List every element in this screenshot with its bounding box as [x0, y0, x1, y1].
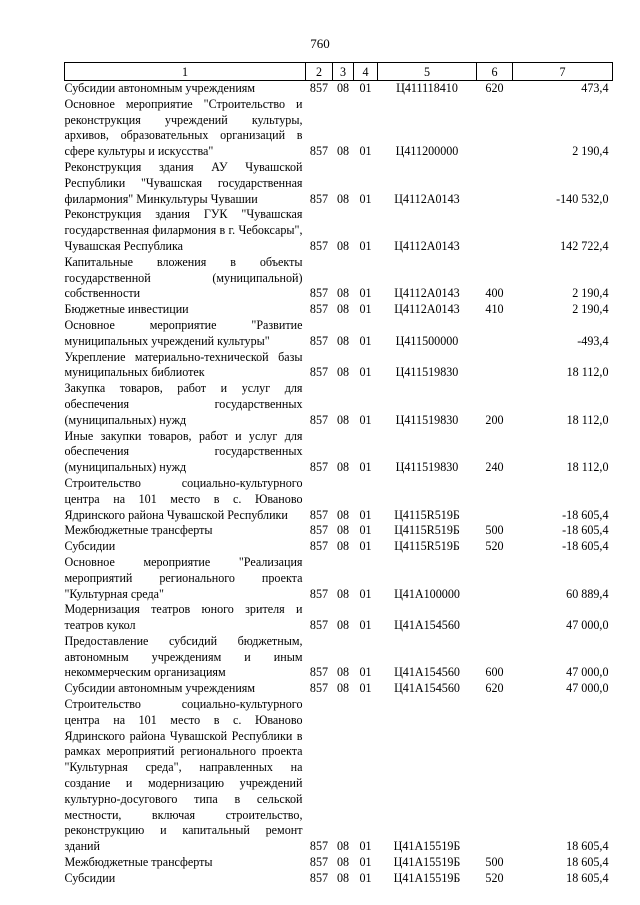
subsection-code: 01: [359, 839, 372, 854]
row-description: Реконструкция здания АУ Чувашской Республики "Чувашская государственная филармония" Минкультуры Чувашии: [64, 159, 303, 206]
expense-type-code: 620: [485, 81, 504, 95]
ministry-code: 857: [309, 618, 329, 633]
row-description: Основное мероприятие "Развитие муниципальных учреждений культуры": [64, 317, 303, 348]
page-number: 760: [310, 36, 330, 51]
column-header-2: 2: [306, 63, 333, 81]
row-description: Строительство социально-культурного центра на 101 место в с. Юваново Ядринского района Чувашской Республики: [64, 475, 303, 522]
expense-type-code: 200: [485, 412, 504, 427]
table-row: [65, 429, 613, 476]
section-code: 08: [336, 870, 350, 885]
row-description: Капитальные вложения в объекты государственной (муниципальной) собственности: [64, 254, 303, 301]
amount-value: -140 532,0: [556, 191, 609, 206]
target-article-code: Ц4112А0143: [394, 286, 460, 301]
target-article-code: Ц41А100000: [394, 586, 460, 601]
row-description: Укрепление материально-технической базы муниципальных библиотек: [64, 349, 303, 380]
ministry-code: 857: [309, 681, 329, 696]
ministry-code: 857: [309, 412, 329, 427]
subsection-code: 01: [359, 665, 372, 680]
target-article-code: Ц41А15519Б: [393, 855, 461, 870]
amount-value: 2 190,4: [572, 302, 609, 317]
row-description: Субсидии автономным учреждениям: [64, 81, 256, 95]
table-row: [65, 97, 613, 160]
column-header-1: 1: [65, 63, 306, 81]
section-code: 08: [336, 191, 350, 206]
table-row: [65, 207, 613, 254]
subsection-code: 01: [359, 870, 372, 885]
expense-type-code: [477, 160, 513, 207]
table-row: [65, 634, 613, 681]
row-description: Межбюджетные трансферты: [64, 855, 213, 870]
ministry-code: 857: [309, 238, 329, 253]
subsection-code: 01: [359, 191, 372, 206]
column-header-3: 3: [333, 63, 354, 81]
subsection-code: 01: [359, 81, 372, 95]
target-article-code: Ц411200000: [395, 144, 459, 159]
column-header-7: 7: [513, 63, 613, 81]
section-code: 08: [336, 286, 350, 301]
target-article-code: Ц411118410: [396, 81, 458, 95]
target-article-code: Ц411519830: [395, 365, 459, 380]
amount-value: 18 112,0: [566, 365, 609, 380]
amount-value: 47 000,0: [566, 665, 609, 680]
amount-value: 473,4: [581, 81, 609, 95]
expense-type-code: 240: [485, 460, 504, 475]
row-description: Основное мероприятие "Реализация мероприятий регионального проекта "Культурная среда": [64, 554, 303, 601]
expense-type-code: [477, 318, 513, 350]
subsection-code: 01: [359, 460, 372, 475]
section-code: 08: [336, 302, 350, 317]
subsection-code: 01: [359, 365, 372, 380]
amount-value: -18 605,4: [562, 539, 609, 554]
ministry-code: 857: [309, 81, 329, 95]
ministry-code: 857: [309, 191, 329, 206]
section-code: 08: [336, 460, 350, 475]
expense-type-code: [477, 97, 513, 160]
table-row: [65, 350, 613, 382]
table-row: [65, 555, 613, 602]
table-row: [65, 523, 613, 539]
amount-value: 18 112,0: [566, 460, 609, 475]
expense-type-code: [477, 555, 513, 602]
subsection-code: 01: [359, 586, 372, 601]
expense-type-code: 400: [485, 286, 504, 301]
table-row: [65, 855, 613, 871]
section-code: 08: [336, 144, 350, 159]
target-article-code: Ц4115R519Б: [394, 507, 460, 522]
amount-value: 18 605,4: [566, 870, 609, 885]
section-code: 08: [336, 586, 350, 601]
subsection-code: 01: [359, 302, 372, 317]
row-description: Модернизация театров юного зрителя и театров кукол: [64, 602, 303, 633]
target-article-code: Ц4112А0143: [394, 238, 460, 253]
expense-type-code: [477, 476, 513, 523]
subsection-code: 01: [359, 286, 372, 301]
column-header-6: 6: [477, 63, 513, 81]
table-row: [65, 697, 613, 855]
subsection-code: 01: [359, 539, 372, 554]
row-description: Закупка товаров, работ и услуг для обеспечения государственных (муниципальных) нужд: [64, 381, 303, 427]
table-row: [65, 381, 613, 428]
section-code: 08: [336, 539, 350, 554]
target-article-code: Ц4112А0143: [394, 302, 460, 317]
table-row: [65, 318, 613, 350]
amount-value: 60 889,4: [566, 586, 609, 601]
table-row: [65, 160, 613, 207]
ministry-code: 857: [309, 460, 329, 475]
ministry-code: 857: [309, 870, 329, 885]
column-header-5: 5: [378, 63, 477, 81]
amount-value: 47 000,0: [566, 618, 609, 633]
row-description: Иные закупки товаров, работ и услуг для обеспечения государственных (муниципальных) нужд: [64, 428, 303, 475]
table-row: [65, 602, 613, 634]
expense-type-code: 620: [485, 681, 504, 696]
row-description: Субсидии: [64, 870, 116, 885]
table-row: [65, 302, 613, 318]
subsection-code: 01: [359, 507, 372, 522]
section-code: 08: [336, 523, 350, 538]
amount-value: 18 605,4: [566, 839, 609, 854]
table-row: [65, 255, 613, 302]
amount-value: 18 112,0: [566, 412, 609, 427]
section-code: 08: [336, 507, 350, 522]
expense-type-code: 600: [485, 665, 504, 680]
amount-value: 2 190,4: [572, 144, 609, 159]
expense-type-code: [477, 697, 513, 855]
section-code: 08: [336, 238, 350, 253]
row-description: Межбюджетные трансферты: [64, 523, 213, 538]
row-description: Бюджетные инвестиции: [64, 302, 189, 317]
expense-type-code: 520: [485, 870, 504, 885]
column-number-row: [65, 63, 613, 81]
amount-value: 142 722,4: [560, 238, 609, 253]
section-code: 08: [336, 855, 350, 870]
section-code: 08: [336, 839, 350, 854]
ministry-code: 857: [309, 523, 329, 538]
row-description: Субсидии: [64, 539, 116, 554]
ministry-code: 857: [309, 507, 329, 522]
target-article-code: Ц4115R519Б: [394, 539, 460, 554]
expense-type-code: 520: [485, 539, 504, 554]
ministry-code: 857: [309, 586, 329, 601]
subsection-code: 01: [359, 618, 372, 633]
subsection-code: 01: [359, 333, 372, 348]
row-description: Реконструкция здания ГУК "Чувашская государственная филармония в г. Чебоксары", Чувашская Республика: [64, 207, 303, 253]
target-article-code: Ц411519830: [395, 460, 459, 475]
target-article-code: Ц411500000: [395, 333, 459, 348]
ministry-code: 857: [309, 302, 329, 317]
expense-type-code: 410: [485, 302, 504, 317]
table-row: [65, 476, 613, 523]
section-code: 08: [336, 333, 350, 348]
budget-table: [64, 62, 613, 887]
target-article-code: Ц4115R519Б: [394, 523, 460, 538]
target-article-code: Ц41А154560: [394, 681, 460, 696]
target-article-code: Ц41А154560: [394, 665, 460, 680]
table-row: [65, 681, 613, 697]
column-header-4: 4: [354, 63, 378, 81]
ministry-code: 857: [309, 539, 329, 554]
amount-value: 47 000,0: [566, 681, 609, 696]
ministry-code: 857: [309, 333, 329, 348]
section-code: 08: [336, 81, 350, 95]
ministry-code: 857: [309, 365, 329, 380]
ministry-code: 857: [309, 839, 329, 854]
amount-value: -493,4: [577, 333, 609, 348]
section-code: 08: [336, 665, 350, 680]
target-article-code: Ц41А154560: [394, 618, 460, 633]
row-description: Субсидии автономным учреждениям: [64, 681, 256, 696]
table-row: [65, 539, 613, 555]
expense-type-code: [477, 350, 513, 382]
table-row: [65, 871, 613, 887]
amount-value: 2 190,4: [572, 286, 609, 301]
row-description: Строительство социально-культурного центра на 101 место в с. Юваново Ядринского района Чувашской Республики в рамках мероприятий регионального проекта "Культурная среда", направленных на создание и модернизацию учреждений культурно-досугового типа в сельской местности, включая строительство, реконструкцию и капитальный ремонт зданий: [64, 697, 303, 854]
subsection-code: 01: [359, 238, 372, 253]
table-body: [65, 81, 613, 887]
expense-type-code: 500: [485, 523, 504, 538]
subsection-code: 01: [359, 855, 372, 870]
subsection-code: 01: [359, 412, 372, 427]
target-article-code: Ц411519830: [395, 412, 459, 427]
subsection-code: 01: [359, 144, 372, 159]
expense-type-code: [477, 207, 513, 254]
expense-type-code: [477, 602, 513, 634]
amount-value: -18 605,4: [562, 523, 609, 538]
target-article-code: Ц41А15519Б: [393, 839, 461, 854]
ministry-code: 857: [309, 855, 329, 870]
row-description: Основное мероприятие "Строительство и реконструкция учреждений культуры, архивов, образовательных организаций в сфере культуры и искусства": [64, 96, 303, 159]
section-code: 08: [336, 681, 350, 696]
target-article-code: Ц41А15519Б: [393, 870, 461, 885]
table-row: [65, 81, 613, 97]
subsection-code: 01: [359, 681, 372, 696]
ministry-code: 857: [309, 144, 329, 159]
target-article-code: Ц4112А0143: [394, 191, 460, 206]
amount-value: 18 605,4: [566, 855, 609, 870]
section-code: 08: [336, 618, 350, 633]
row-description: Предоставление субсидий бюджетным, автономным учреждениям и иным некоммерческим организациям: [64, 633, 303, 680]
expense-type-code: 500: [485, 855, 504, 870]
section-code: 08: [336, 365, 350, 380]
section-code: 08: [336, 412, 350, 427]
ministry-code: 857: [309, 286, 329, 301]
subsection-code: 01: [359, 523, 372, 538]
amount-value: -18 605,4: [562, 507, 609, 522]
ministry-code: 857: [309, 665, 329, 680]
